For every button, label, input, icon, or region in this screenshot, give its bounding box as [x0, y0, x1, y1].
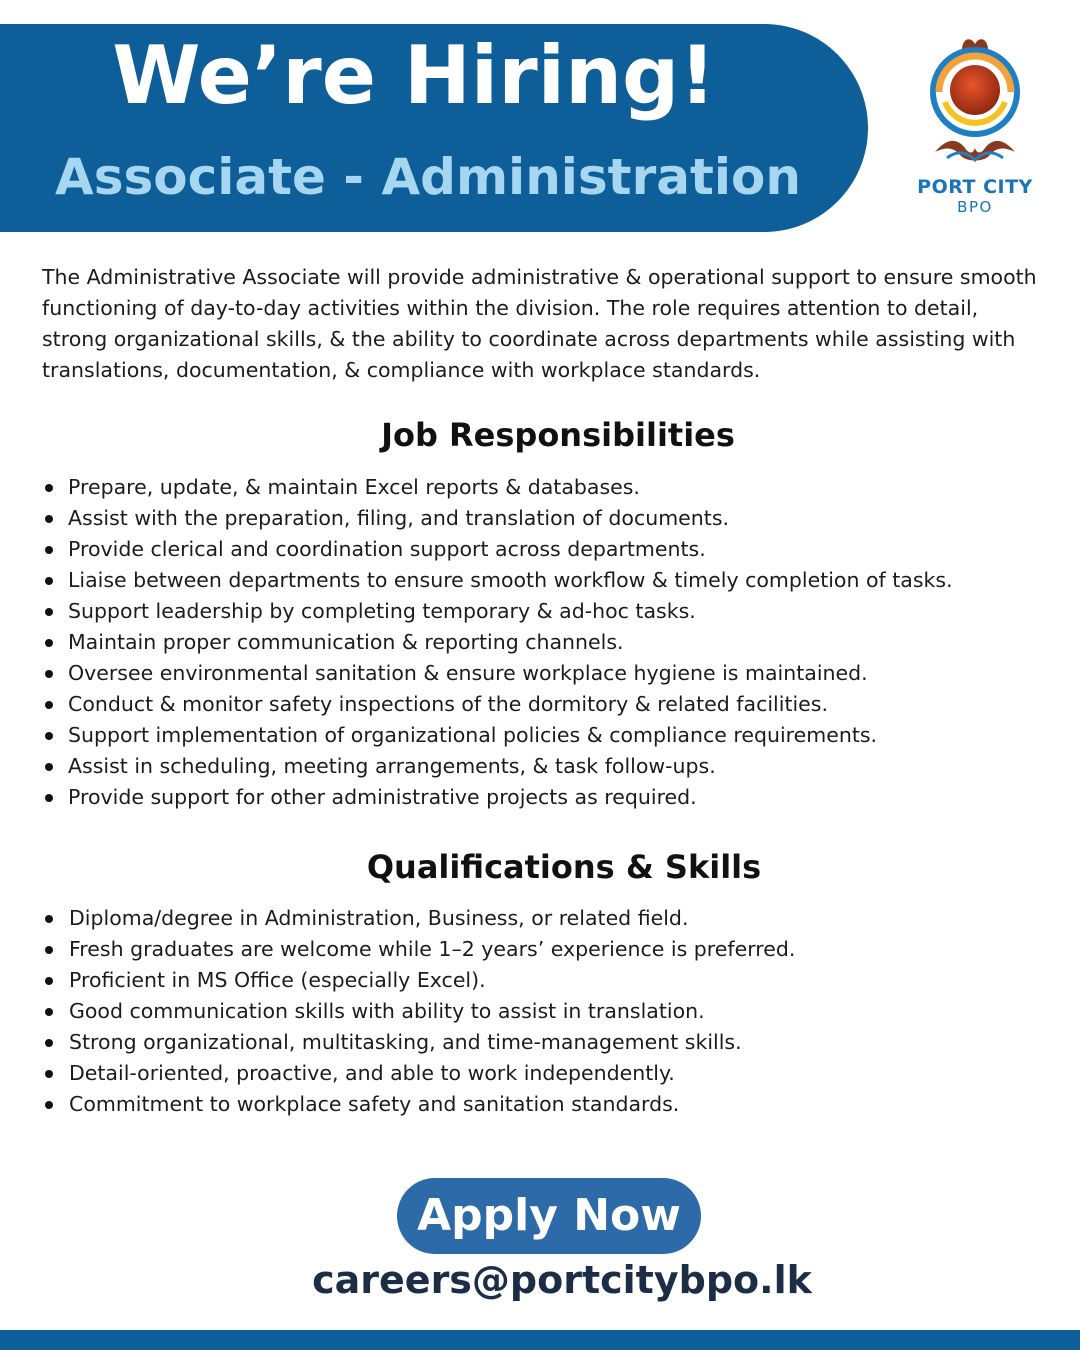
company-logo — [902, 30, 1048, 220]
bullet-icon — [45, 577, 53, 585]
bullet-icon — [45, 946, 53, 954]
list-item: Liaise between departments to ensure smooth workflow & timely completion of tasks. — [42, 565, 1052, 596]
bullet-icon — [45, 794, 53, 802]
bullet-icon — [45, 639, 53, 647]
list-item: Provide clerical and coordination support across departments. — [42, 534, 1052, 565]
list-item: Proficient in MS Office (especially Excel). — [42, 965, 1052, 996]
bullet-icon — [45, 608, 53, 616]
list-item: Detail-oriented, proactive, and able to work independently. — [42, 1058, 1052, 1089]
responsibilities-heading: Job Responsibilities — [381, 416, 735, 454]
list-item: Good communication skills with ability to assist in translation. — [42, 996, 1052, 1027]
job-title: Associate - Administration — [55, 148, 801, 206]
qualifications-list — [42, 903, 1052, 1120]
list-item: Fresh graduates are welcome while 1–2 years’ experience is preferred. — [42, 934, 1052, 965]
bullet-icon — [45, 1101, 53, 1109]
bullet-icon — [45, 484, 53, 492]
footer-bar — [0, 1330, 1080, 1350]
list-item: Assist in scheduling, meeting arrangements, & task follow-ups. — [42, 751, 1052, 782]
qualifications-heading: Qualifications & Skills — [366, 848, 762, 886]
job-description: The Administrative Associate will provide administrative & operational support to ensure smooth functioning of day-to-day activities within the division. The role requires attention to detail, strong organizational skills, & the ability to coordinate across departments while assisting with translations, documentation, & compliance with workplace standards. — [42, 265, 1037, 382]
list-item: Prepare, update, & maintain Excel reports & databases. — [42, 472, 1052, 503]
list-item: Strong organizational, multitasking, and time-management skills. — [42, 1027, 1052, 1058]
list-item: Provide support for other administrative projects as required. — [42, 782, 1052, 813]
contact-email[interactable]: careers@portcitybpo.lk — [312, 1258, 812, 1302]
apply-now-button[interactable]: Apply Now — [397, 1178, 701, 1254]
bullet-icon — [45, 977, 53, 985]
list-item: Oversee environmental sanitation & ensure workplace hygiene is maintained. — [42, 658, 1052, 689]
page-title: We’re Hiring! — [112, 29, 716, 122]
bullet-icon — [45, 670, 53, 678]
list-item: Conduct & monitor safety inspections of the dormitory & related facilities. — [42, 689, 1052, 720]
responsibilities-list — [42, 472, 1052, 813]
bullet-icon — [45, 1039, 53, 1047]
list-item: Assist with the preparation, filing, and translation of documents. — [42, 503, 1052, 534]
list-item: Support leadership by completing temporary & ad-hoc tasks. — [42, 596, 1052, 627]
list-item: Commitment to workplace safety and sanitation standards. — [42, 1089, 1052, 1120]
bullet-icon — [45, 701, 53, 709]
bullet-icon — [45, 515, 53, 523]
bullet-icon — [45, 763, 53, 771]
list-item: Diploma/degree in Administration, Business, or related field. — [42, 903, 1052, 934]
bullet-icon — [45, 732, 53, 740]
bullet-icon — [45, 546, 53, 554]
bullet-icon — [45, 1070, 53, 1078]
list-item: Maintain proper communication & reporting channels. — [42, 627, 1052, 658]
bullet-icon — [45, 1008, 53, 1016]
logo-name: PORT CITY — [917, 176, 1033, 198]
logo-subtitle: BPO — [957, 198, 993, 216]
port-city-emblem-icon — [925, 30, 1025, 176]
bullet-icon — [45, 915, 53, 923]
list-item: Support implementation of organizational policies & compliance requirements. — [42, 720, 1052, 751]
